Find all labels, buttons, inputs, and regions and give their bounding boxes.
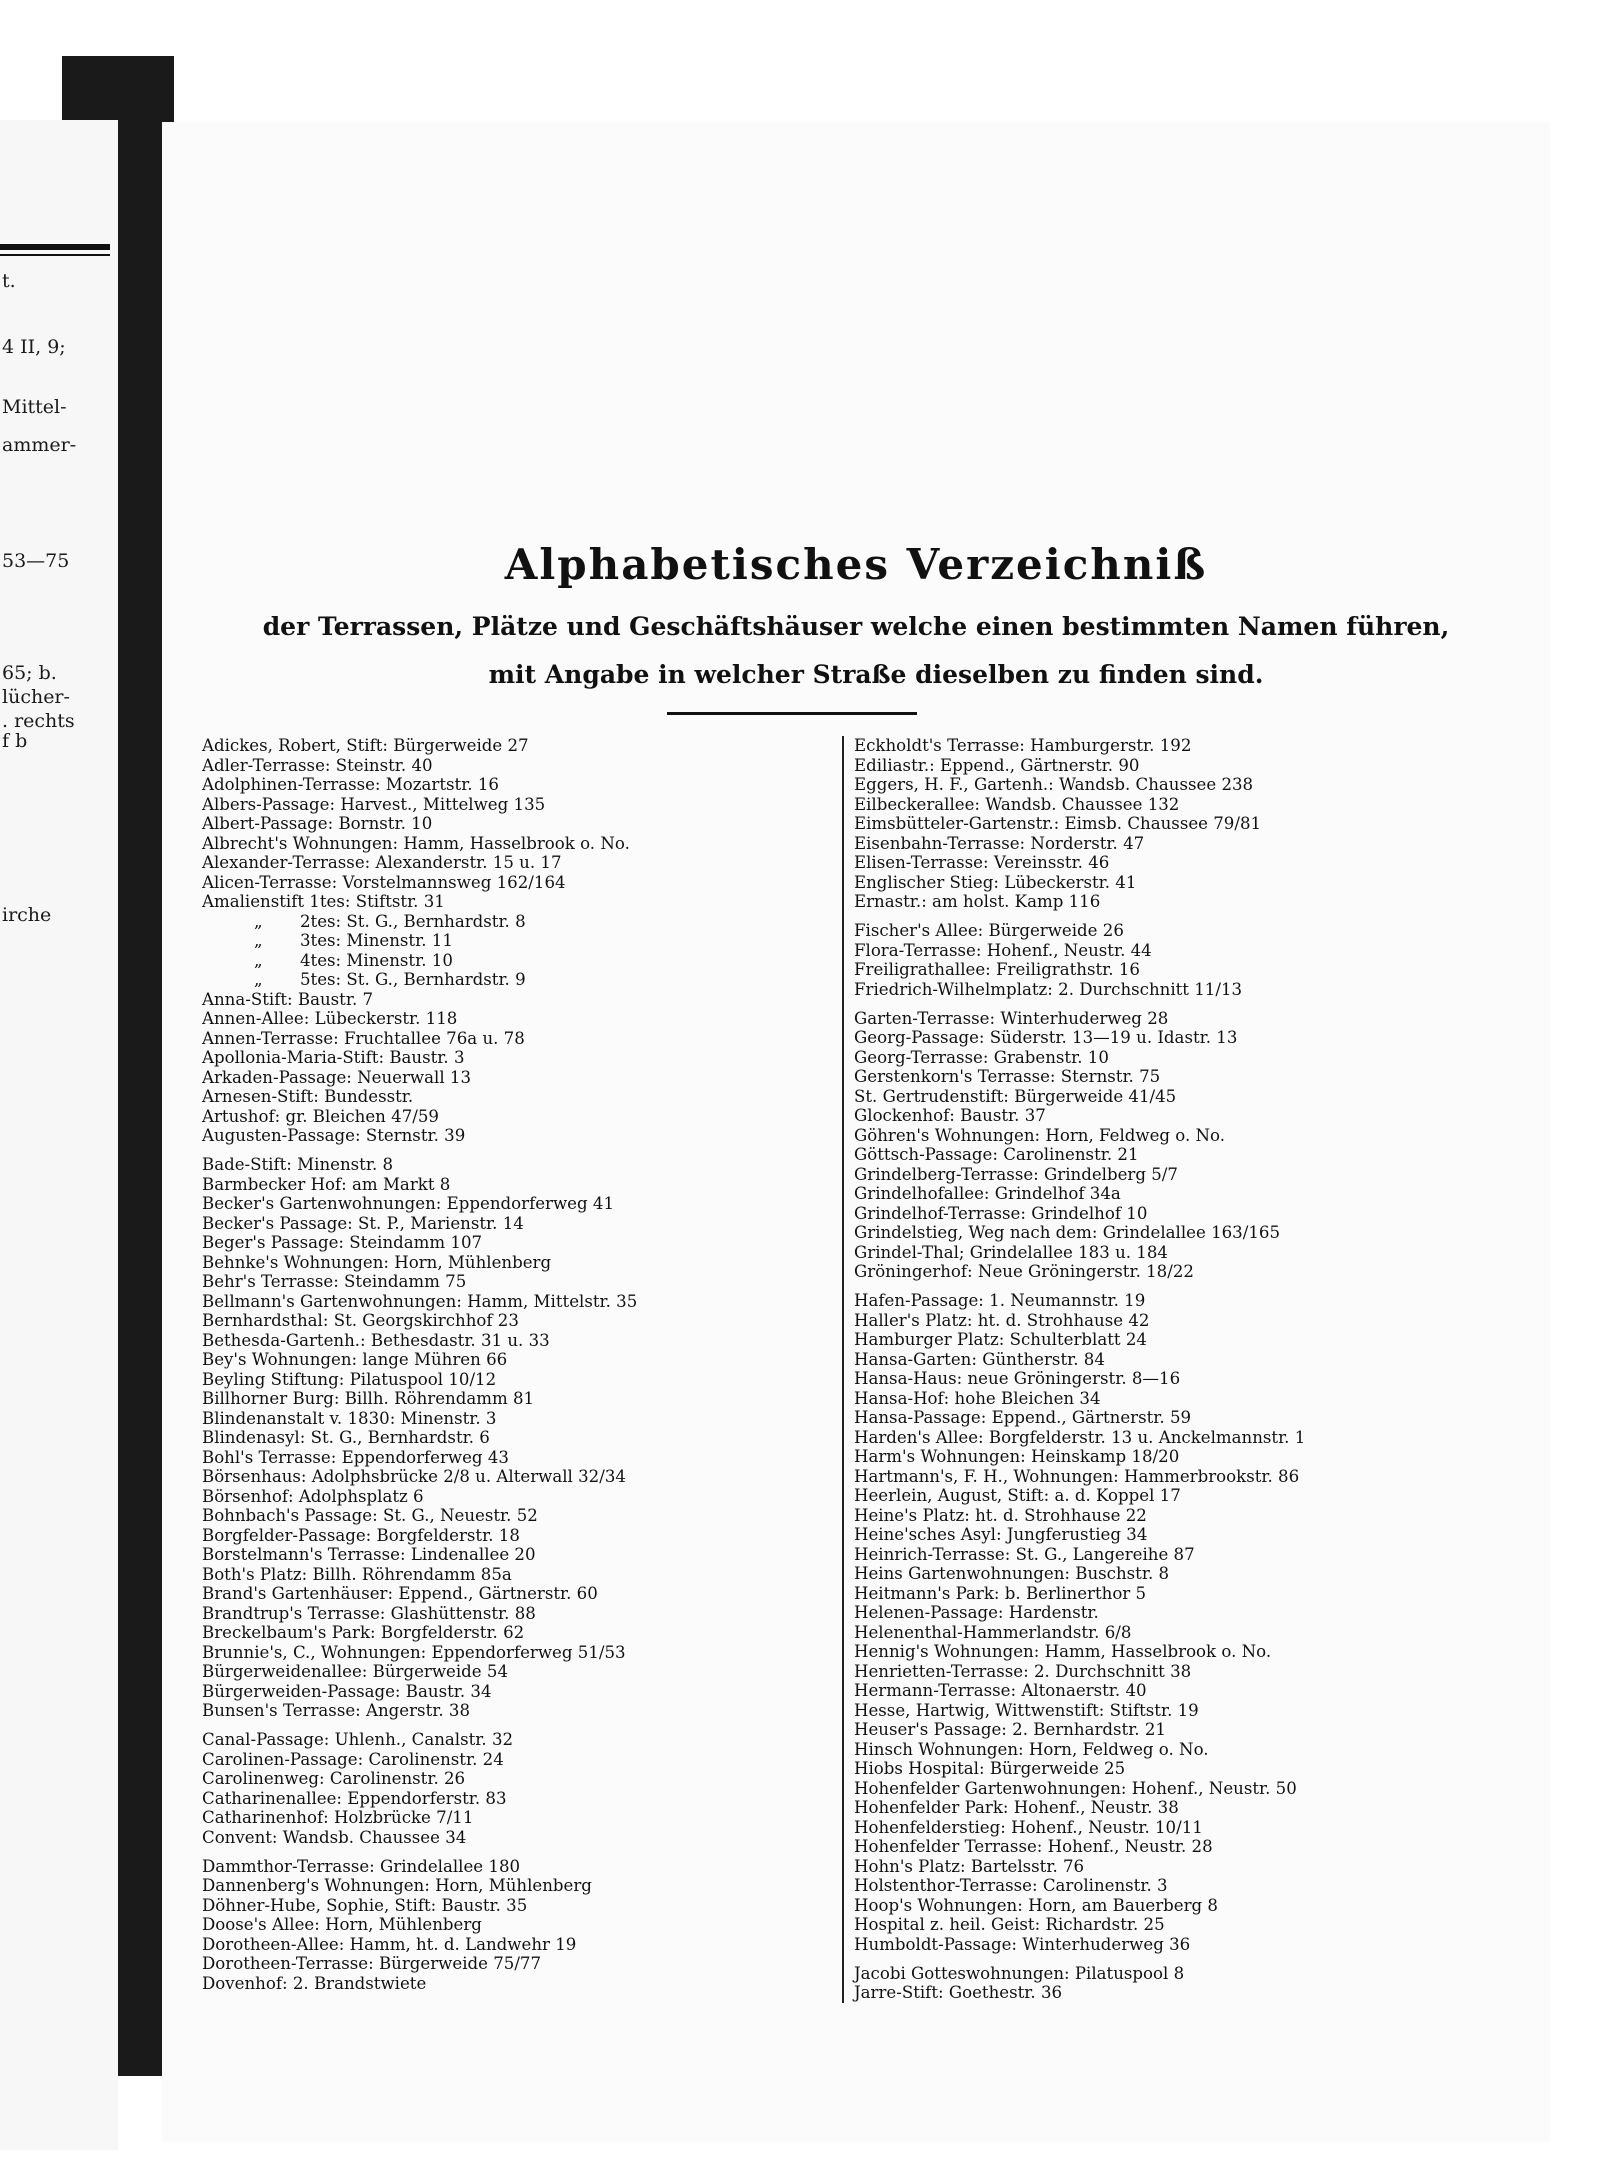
index-entry: Becker's Gartenwohnungen: Eppendorferweg 41	[202, 1194, 614, 1213]
index-entry: Garten-Terrasse: Winterhuderweg 28	[854, 1008, 1169, 1028]
index-entry: Carolinenweg: Carolinenstr. 26	[202, 1769, 466, 1788]
index-column-right	[842, 736, 1554, 2003]
index-entry: Jacobi Gotteswohnungen: Pilatuspool 8	[854, 1963, 1185, 1983]
index-entry: Dammthor-Terrasse: Grindelallee 180	[202, 1856, 521, 1876]
index-entry: Heins Gartenwohnungen: Buschstr. 8	[854, 1564, 1170, 1583]
index-entry: Friedrich-Wilhelmplatz: 2. Durchschnitt 11/13	[854, 979, 1243, 999]
index-entry: Hinsch Wohnungen: Horn, Feldweg o. No.	[854, 1739, 1209, 1759]
header-rule	[0, 244, 110, 250]
index-entry: Borstelmann's Terrasse: Lindenallee 20	[202, 1545, 536, 1564]
index-entry: Elisen-Terrasse: Vereinsstr. 46	[854, 853, 1110, 872]
index-entry: Beyling Stiftung: Pilatuspool 10/12	[202, 1369, 497, 1389]
index-entry: St. Gertrudenstift: Bürgerweide 41/45	[854, 1086, 1177, 1106]
index-entry: Adolphinen-Terrasse: Mozartstr. 16	[202, 775, 499, 794]
index-entry: Bohl's Terrasse: Eppendorferweg 43	[202, 1447, 509, 1467]
index-entry: Harm's Wohnungen: Heinskamp 18/20	[854, 1447, 1180, 1466]
index-entry: Heinrich-Terrasse: St. G., Langereihe 87	[854, 1544, 1195, 1564]
facing-page-edge	[0, 120, 118, 2150]
index-entry: Ediliastr.: Eppend., Gärtnerstr. 90	[854, 755, 1140, 775]
index-entry	[202, 970, 842, 990]
index-entry: Eckholdt's Terrasse: Hamburgerstr. 192	[854, 736, 1192, 755]
title-divider	[667, 712, 917, 715]
facing-text: 65; b.	[2, 662, 57, 684]
index-entry: Blindenanstalt v. 1830: Minenstr. 3	[202, 1408, 497, 1428]
index-entry: Hamburger Platz: Schulterblatt 24	[854, 1330, 1147, 1349]
index-entry: Bürgerweiden-Passage: Baustr. 34	[202, 1681, 492, 1701]
index-entry: Behr's Terrasse: Steindamm 75	[202, 1272, 467, 1291]
index-entry: Bunsen's Terrasse: Angerstr. 38	[202, 1701, 471, 1720]
index-entry: Heine'sches Asyl: Jungferustieg 34	[854, 1525, 1148, 1544]
index-entry: Billhorner Burg: Billh. Röhrendamm 81	[202, 1389, 535, 1408]
index-entry: Fischer's Allee: Bürgerweide 26	[854, 921, 1124, 940]
subtitle-line-2: mit Angabe in welcher Straße dieselben zu finden sind.	[488, 660, 1264, 689]
index-entry: Hennig's Wohnungen: Hamm, Hasselbrook o. No.	[854, 1642, 1272, 1661]
index-entry: Borgfelder-Passage: Borgfelderstr. 18	[202, 1525, 520, 1545]
facing-text: irche	[2, 904, 52, 926]
index-entry: Börsenhof: Adolphsplatz 6	[202, 1486, 424, 1506]
index-entry	[202, 931, 842, 951]
index-entry: Georg-Passage: Süderstr. 13—19 u. Idastr. 13	[854, 1028, 1238, 1047]
section-gap	[854, 999, 1554, 1009]
index-entry: Bethesda-Gartenh.: Bethesdastr. 31 u. 33	[202, 1330, 550, 1350]
section-gap	[202, 1146, 842, 1156]
index-entry: Grindelhofallee: Grindelhof 34a	[854, 1184, 1121, 1203]
index-entry: Göttsch-Passage: Carolinenstr. 21	[854, 1145, 1139, 1164]
index-entry: Behnke's Wohnungen: Horn, Mühlenberg	[202, 1252, 552, 1272]
index-entry: Brand's Gartenhäuser: Eppend., Gärtnerstr. 60	[202, 1584, 598, 1603]
index-entry: Hansa-Hof: hohe Bleichen 34	[854, 1388, 1101, 1408]
index-entry: Alicen-Terrasse: Vorstelmannsweg 162/164	[202, 872, 566, 892]
index-entry: Brunnie's, C., Wohnungen: Eppendorferweg 51/53	[202, 1642, 626, 1662]
index-entry-text: 4tes: Minenstr. 10	[300, 950, 453, 970]
index-entry: Alexander-Terrasse: Alexanderstr. 15 u. 17	[202, 853, 562, 872]
index-entry: Haller's Platz: ht. d. Strohhause 42	[854, 1310, 1150, 1330]
index-entry: Flora-Terrasse: Hohenf., Neustr. 44	[854, 940, 1152, 960]
index-entry: Brandtrup's Terrasse: Glashüttenstr. 88	[202, 1603, 536, 1623]
index-entry: Arnesen-Stift: Bundesstr.	[202, 1087, 414, 1106]
index-entry: Grindel-Thal; Grindelallee 183 u. 184	[854, 1242, 1168, 1262]
index-entry: Hohenfelderstieg: Hohenf., Neustr. 10/11	[854, 1817, 1203, 1837]
index-entry-text: 2tes: St. G., Bernhardstr. 8	[300, 911, 526, 931]
index-entry: Adickes, Robert, Stift: Bürgerweide 27	[202, 736, 529, 755]
index-entry: Heitmann's Park: b. Berlinerthor 5	[854, 1583, 1147, 1603]
section-gap	[854, 1282, 1554, 1292]
index-entry: Henrietten-Terrasse: 2. Durchschnitt 38	[854, 1661, 1192, 1681]
index-entry: Bohnbach's Passage: St. G., Neuestr. 52	[202, 1506, 538, 1525]
index-entry: Eisenbahn-Terrasse: Norderstr. 47	[854, 833, 1145, 853]
facing-text: Mittel-	[2, 396, 67, 418]
index-entry: Arkaden-Passage: Neuerwall 13	[202, 1067, 472, 1087]
index-entry: Eilbeckerallee: Wandsb. Chaussee 132	[854, 794, 1180, 814]
index-entry: Hartmann's, F. H., Wohnungen: Hammerbrookstr. 86	[854, 1466, 1300, 1486]
facing-text: 53—75	[2, 550, 70, 572]
section-gap	[854, 1954, 1554, 1964]
index-entry: Heuser's Passage: 2. Bernhardstr. 21	[854, 1720, 1166, 1739]
index-entry: Hohenfelder Park: Hohenf., Neustr. 38	[854, 1798, 1179, 1817]
index-entry: Anna-Stift: Baustr. 7	[202, 989, 374, 1009]
index-entry: Grindelberg-Terrasse: Grindelberg 5/7	[854, 1164, 1178, 1184]
index-entry: Barmbecker Hof: am Markt 8	[202, 1174, 451, 1194]
ditto-mark: „	[254, 970, 263, 989]
facing-text: 4 II, 9;	[2, 336, 66, 358]
index-entry: Bey's Wohnungen: lange Mühren 66	[202, 1350, 508, 1369]
index-entry: Convent: Wandsb. Chaussee 34	[202, 1827, 467, 1847]
index-entry: Englischer Stieg: Lübeckerstr. 41	[854, 872, 1137, 892]
ditto-mark: „	[254, 931, 263, 950]
subtitle-line-1: der Terrassen, Plätze und Geschäftshäuser welche einen bestimmten Namen führen,	[262, 612, 1450, 641]
index-entry: Carolinen-Passage: Carolinenstr. 24	[202, 1749, 504, 1769]
index-entry	[202, 912, 842, 932]
index-entry: Augusten-Passage: Sternstr. 39	[202, 1126, 466, 1145]
index-entry: Hiobs Hospital: Bürgerweide 25	[854, 1759, 1126, 1778]
index-entry: Annen-Terrasse: Fruchtallee 76a u. 78	[202, 1028, 525, 1048]
index-entry: Freiligrathallee: Freiligrathstr. 16	[854, 960, 1140, 979]
index-entry: Catharinenhof: Holzbrücke 7/11	[202, 1808, 474, 1827]
index-entry: Dannenberg's Wohnungen: Horn, Mühlenberg	[202, 1876, 592, 1895]
index-entry-text: 3tes: Minenstr. 11	[300, 931, 453, 950]
index-entry: Albert-Passage: Bornstr. 10	[202, 814, 433, 833]
index-entry: Ernastr.: am holst. Kamp 116	[854, 892, 1101, 911]
index-entry: Bade-Stift: Minenstr. 8	[202, 1155, 394, 1174]
index-entry: Hansa-Garten: Güntherstr. 84	[854, 1349, 1105, 1369]
ditto-mark: „	[254, 950, 263, 970]
index-entry: Holstenthor-Terrasse: Carolinenstr. 3	[854, 1876, 1168, 1895]
index-entry: Doose's Allee: Horn, Mühlenberg	[202, 1915, 482, 1934]
index-entry: Blindenasyl: St. G., Bernhardstr. 6	[202, 1428, 490, 1447]
index-entry: Hospital z. heil. Geist: Richardstr. 25	[854, 1915, 1165, 1934]
index-entry: Canal-Passage: Uhlenh., Canalstr. 32	[202, 1730, 514, 1749]
index-entry: Artushof: gr. Bleichen 47/59	[202, 1106, 439, 1126]
index-entry: Hafen-Passage: 1. Neumannstr. 19	[854, 1291, 1146, 1310]
index-entry: Amalienstift 1tes: Stiftstr. 31	[202, 892, 445, 911]
index-entry: Hansa-Haus: neue Gröningerstr. 8—16	[854, 1369, 1181, 1388]
index-entry: Heine's Platz: ht. d. Strohhause 22	[854, 1505, 1147, 1525]
index-entry: Hohenfelder Gartenwohnungen: Hohenf., Neustr. 50	[854, 1778, 1297, 1798]
index-entry: Beger's Passage: Steindamm 107	[202, 1233, 483, 1252]
index-entry: Albers-Passage: Harvest., Mittelweg 135	[202, 794, 546, 814]
facing-text: t.	[2, 270, 16, 292]
page-title: Alphabetisches Verzeichniß	[504, 540, 1208, 589]
facing-text: . rechts	[2, 710, 75, 732]
section-gap	[202, 1721, 842, 1731]
index-entry: Börsenhaus: Adolphsbrücke 2/8 u. Alterwall 32/34	[202, 1467, 626, 1486]
index-entry: Hermann-Terrasse: Altonaerstr. 40	[854, 1681, 1147, 1700]
index-entry: Georg-Terrasse: Grabenstr. 10	[854, 1047, 1109, 1067]
index-entry: Glockenhof: Baustr. 37	[854, 1106, 1046, 1125]
index-entry: Hoop's Wohnungen: Horn, am Bauerberg 8	[854, 1895, 1218, 1915]
section-gap	[854, 912, 1554, 922]
index-entry: Catharinenallee: Eppendorferstr. 83	[202, 1788, 507, 1808]
index-entry: Dorotheen-Allee: Hamm, ht. d. Landwehr 19	[202, 1934, 577, 1954]
facing-text: ammer-	[2, 434, 77, 456]
index-entry: Dorotheen-Terrasse: Bürgerweide 75/77	[202, 1954, 542, 1973]
index-entry: Annen-Allee: Lübeckerstr. 118	[202, 1009, 458, 1028]
index-entry: Döhner-Hube, Sophie, Stift: Baustr. 35	[202, 1895, 528, 1915]
index-entry-text: 5tes: St. G., Bernhardstr. 9	[300, 970, 526, 989]
index-entry: Adler-Terrasse: Steinstr. 40	[202, 755, 433, 775]
index-entry: Jarre-Stift: Goethestr. 36	[854, 1983, 1063, 2002]
index-entry: Eggers, H. F., Gartenh.: Wandsb. Chaussee 238	[854, 775, 1254, 794]
index-entry: Dovenhof: 2. Brandstwiete	[202, 1973, 427, 1993]
index-entry: Bernhardsthal: St. Georgskirchhof 23	[202, 1311, 519, 1330]
facing-text: lücher-	[2, 686, 70, 708]
index-entry: Gröningerhof: Neue Gröningerstr. 18/22	[854, 1262, 1194, 1281]
index-column-left	[202, 736, 842, 1993]
header-rule-thin	[0, 254, 110, 256]
index-entry: Bellmann's Gartenwohnungen: Hamm, Mittelstr. 35	[202, 1291, 638, 1311]
section-gap	[202, 1847, 842, 1857]
index-entry: Helenen-Passage: Hardenstr.	[854, 1603, 1099, 1622]
ditto-mark: „	[254, 911, 263, 931]
index-entry: Bürgerweidenallee: Bürgerweide 54	[202, 1662, 509, 1681]
index-entry: Helenenthal-Hammerlandstr. 6/8	[854, 1622, 1132, 1642]
index-entry: Humboldt-Passage: Winterhuderweg 36	[854, 1934, 1191, 1954]
facing-text: f b	[2, 730, 28, 752]
index-entry: Apollonia-Maria-Stift: Baustr. 3	[202, 1048, 465, 1067]
index-entry: Hohenfelder Terrasse: Hohenf., Neustr. 28	[854, 1837, 1213, 1856]
index-entry: Grindelstieg, Weg nach dem: Grindelallee 163/165	[854, 1223, 1281, 1242]
index-entry: Hohn's Platz: Bartelsstr. 76	[854, 1856, 1085, 1876]
index-entry: Albrecht's Wohnungen: Hamm, Hasselbrook o. No.	[202, 833, 630, 853]
index-entry: Eimsbütteler-Gartenstr.: Eimsb. Chaussee 79/81	[854, 814, 1262, 833]
index-entry	[202, 951, 842, 971]
index-entry: Grindelhof-Terrasse: Grindelhof 10	[854, 1203, 1148, 1223]
index-entry: Heerlein, August, Stift: a. d. Koppel 17	[854, 1486, 1181, 1505]
index-entry: Gerstenkorn's Terrasse: Sternstr. 75	[854, 1067, 1161, 1086]
directory-page	[162, 122, 1550, 2142]
index-entry: Both's Platz: Billh. Röhrendamm 85a	[202, 1564, 512, 1584]
index-entry: Harden's Allee: Borgfelderstr. 13 u. Anckelmannstr. 1	[854, 1427, 1306, 1447]
index-entry: Hesse, Hartwig, Wittwenstift: Stiftstr. 19	[854, 1700, 1199, 1720]
index-entry: Göhren's Wohnungen: Horn, Feldweg o. No.	[854, 1125, 1226, 1145]
index-entry: Becker's Passage: St. P., Marienstr. 14	[202, 1213, 524, 1233]
index-entry: Hansa-Passage: Eppend., Gärtnerstr. 59	[854, 1408, 1192, 1427]
index-entry: Breckelbaum's Park: Borgfelderstr. 62	[202, 1623, 525, 1642]
